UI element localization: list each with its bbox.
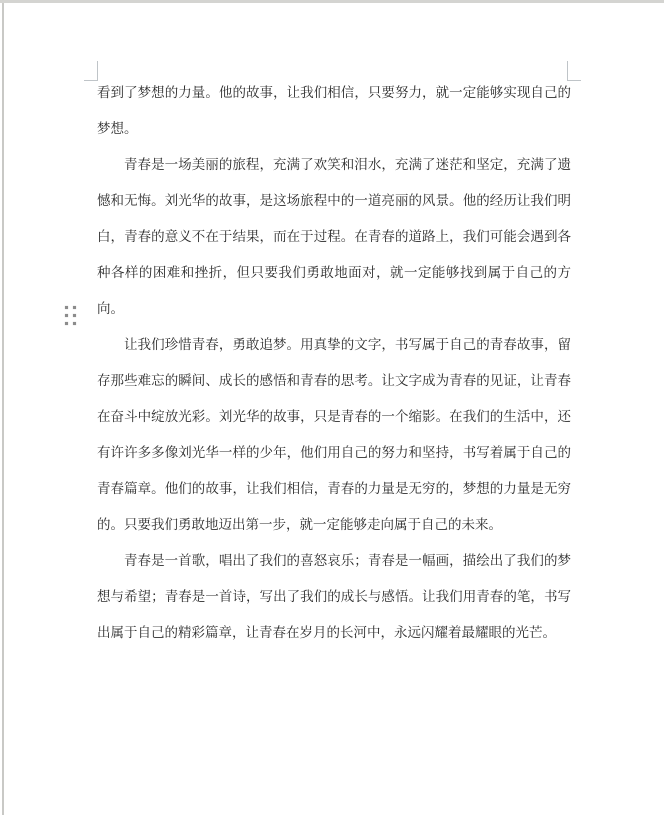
paragraph[interactable]: 青春是一首歌，唱出了我们的喜怒哀乐；青春是一幅画，描绘出了我们的梦想与希望；青春是一首诗，写出了我们的成长与感悟。让我们用青春的笔，书写出属于自己的精彩篇章，让青春在岁月的长河中，永远闪耀着最耀眼的光芒。	[97, 553, 571, 641]
document-text-area[interactable]	[97, 75, 571, 651]
paragraph-drag-handle-icon[interactable]	[65, 306, 78, 327]
paragraph[interactable]: 看到了梦想的力量。他的故事，让我们相信，只要努力，就一定能够实现自己的梦想。	[97, 85, 571, 137]
page-left-edge	[2, 3, 4, 815]
page-margin-crop-mark-top-left	[84, 61, 98, 81]
paragraph[interactable]: 青春是一场美丽的旅程，充满了欢笑和泪水，充满了迷茫和坚定，充满了遗憾和无悔。刘光华的故事，是这场旅程中的一道亮丽的风景。他的经历让我们明白，青春的意义不在于结果，而在于过程。在青春的道路上，我们可能会遇到各种各样的困难和挫折，但只要我们勇敢地面对，就一定能够找到属于自己的方向。	[97, 157, 571, 317]
paragraph[interactable]: 让我们珍惜青春，勇敢追梦。用真挚的文字，书写属于自己的青春故事，留存那些难忘的瞬间、成长的感悟和青春的思考。让文字成为青春的见证，让青春在奋斗中绽放光彩。刘光华的故事，只是青春的一个缩影。在我们的生活中，还有许许多多像刘光华一样的少年，他们用自己的努力和坚持，书写着属于自己的青春篇章。他们的故事，让我们相信，青春的力量是无穷的，梦想的力量是无穷的。只要我们勇敢地迈出第一步，就一定能够走向属于自己的未来。	[97, 337, 571, 533]
canvas-top-strip	[0, 0, 664, 3]
